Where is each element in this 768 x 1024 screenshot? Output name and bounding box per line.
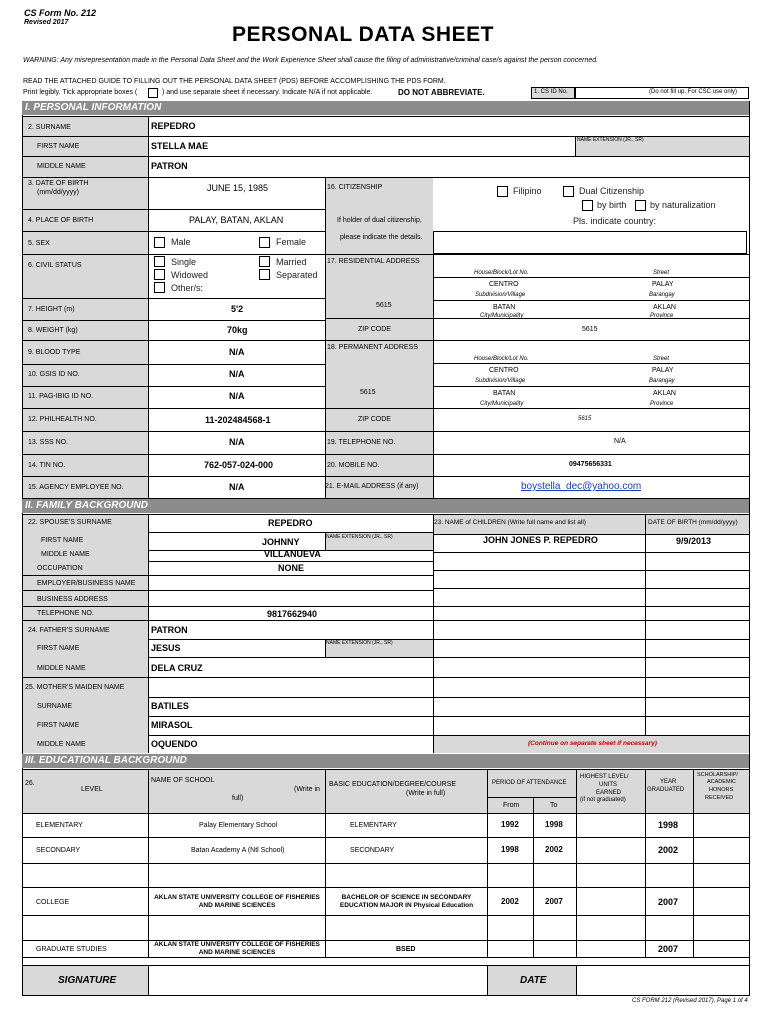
others-label: Other/s: bbox=[171, 283, 204, 293]
res-zip-value[interactable]: 5615 bbox=[582, 326, 598, 333]
spouse-telephone-label: TELEPHONE NO. bbox=[37, 610, 94, 617]
graduated-header: GRADUATED bbox=[647, 787, 685, 793]
perm-house-label: House/Block/Lot No. bbox=[474, 356, 529, 362]
edu-from-secondary[interactable]: 1998 bbox=[501, 845, 519, 854]
perm-barangay-value[interactable]: PALAY bbox=[652, 367, 674, 374]
perm-province-value[interactable]: AKLAN bbox=[653, 390, 676, 397]
tin-value[interactable]: 762-057-024-000 bbox=[204, 460, 274, 470]
filipino-label: Filipino bbox=[513, 186, 542, 196]
course-header: BASIC EDUCATION/DEGREE/COURSE bbox=[329, 781, 457, 788]
by-naturalization-checkbox[interactable] bbox=[635, 200, 646, 211]
child-dob[interactable]: 9/9/2013 bbox=[676, 536, 712, 546]
edu-to-secondary[interactable]: 2002 bbox=[545, 845, 563, 854]
weight-label: 8. WEIGHT (kg) bbox=[28, 327, 78, 334]
father-first-label: FIRST NAME bbox=[37, 645, 80, 652]
citizenship-label: 16. CITIZENSHIP bbox=[327, 184, 383, 191]
section-personal-information: I. PERSONAL INFORMATION bbox=[22, 101, 749, 115]
widowed-label: Widowed bbox=[171, 270, 209, 280]
middle-name-label: MIDDLE NAME bbox=[37, 163, 86, 170]
spouse-first-label: FIRST NAME bbox=[41, 537, 84, 544]
res-subdivision-value[interactable]: CENTRO bbox=[489, 281, 519, 288]
edu-year-college[interactable]: 2007 bbox=[658, 897, 679, 907]
weight-value[interactable]: 70kg bbox=[227, 325, 248, 335]
edu-level-secondary: SECONDARY bbox=[36, 847, 81, 854]
not-graduated-header: (if not graduated) bbox=[580, 797, 626, 803]
dual-note-1: If holder of dual citizenship, bbox=[337, 217, 422, 224]
date-label: DATE bbox=[520, 975, 547, 986]
dual-note-2: please indicate the details. bbox=[340, 234, 423, 241]
edu-from-college[interactable]: 2002 bbox=[501, 897, 519, 906]
tick-box-sample bbox=[148, 88, 158, 98]
gsis-label: 10. GSIS ID NO. bbox=[28, 371, 80, 378]
course-write-in: (Write in full) bbox=[406, 790, 446, 797]
perm-subdivision-label: Subdivision/Village bbox=[475, 378, 526, 384]
spouse-first-value[interactable]: JOHNNY bbox=[262, 537, 300, 547]
mother-first-label: FIRST NAME bbox=[37, 722, 80, 729]
edu-year-secondary[interactable]: 2002 bbox=[658, 845, 679, 855]
father-surname-value[interactable]: PATRON bbox=[151, 625, 188, 635]
philhealth-value[interactable]: 11-202484568-1 bbox=[205, 415, 271, 425]
separated-checkbox[interactable] bbox=[259, 269, 270, 280]
permanent-address-label: 18. PERMANENT ADDRESS bbox=[327, 344, 418, 351]
separated-label: Separated bbox=[276, 270, 318, 280]
civil-status-label: 6. CIVIL STATUS bbox=[28, 262, 82, 269]
form-revision: Revised 2017 bbox=[24, 19, 69, 26]
father-surname-label: 24. FATHER'S SURNAME bbox=[28, 627, 110, 634]
single-label: Single bbox=[171, 257, 197, 267]
res-city-value[interactable]: BATAN bbox=[493, 304, 516, 311]
by-birth-label: by birth bbox=[597, 200, 627, 210]
perm-province-label: Province bbox=[650, 401, 674, 407]
continue-note: (Continue on separate sheet if necessary) bbox=[528, 740, 657, 747]
blood-type-label: 9. BLOOD TYPE bbox=[28, 349, 81, 356]
edu-school-college[interactable]: AKLAN STATE UNIVERSITY COLLEGE OF FISHERIES AND MARINE SCIENCES bbox=[154, 894, 320, 909]
occupation-value[interactable]: NONE bbox=[278, 563, 305, 573]
married-label: Married bbox=[276, 257, 307, 267]
edu-school-elementary[interactable]: Palay Elementary School bbox=[199, 822, 278, 829]
mother-first-value[interactable]: MIRASOL bbox=[151, 720, 193, 730]
pob-label: 4. PLACE OF BIRTH bbox=[28, 217, 94, 224]
father-first-value[interactable]: JESUS bbox=[151, 643, 181, 653]
female-label: Female bbox=[276, 237, 307, 247]
perm-city-value[interactable]: BATAN bbox=[493, 390, 516, 397]
level-header: LEVEL bbox=[81, 786, 103, 793]
received-header: RECEIVED bbox=[705, 795, 734, 801]
telephone-value[interactable]: N/A bbox=[614, 438, 626, 445]
sss-label: 13. SSS NO. bbox=[28, 439, 69, 446]
indicate-country-label: Pls. indicate country: bbox=[573, 216, 657, 226]
res-house-label: House/Block/Lot No. bbox=[474, 270, 529, 276]
sss-value[interactable]: N/A bbox=[229, 437, 245, 447]
dob-format: (mm/dd/yyyy) bbox=[37, 189, 79, 196]
signature-label: SIGNATURE bbox=[58, 975, 117, 986]
middle-name-value[interactable]: PATRON bbox=[151, 161, 188, 171]
edu-course-secondary[interactable]: SECONDARY bbox=[350, 847, 395, 854]
honors-header: HONORS bbox=[709, 787, 734, 793]
male-label: Male bbox=[171, 237, 191, 247]
perm-subdivision-value[interactable]: CENTRO bbox=[489, 367, 519, 374]
agency-value[interactable]: N/A bbox=[229, 482, 245, 492]
spouse-middle-value[interactable]: VILLANUEVA bbox=[264, 549, 321, 559]
school-full: full) bbox=[232, 795, 244, 802]
mother-surname-label: SURNAME bbox=[37, 703, 73, 710]
personal-mid-labels-bg bbox=[325, 178, 433, 498]
residential-zip-label: ZIP CODE bbox=[358, 326, 391, 333]
signature-field[interactable] bbox=[149, 966, 486, 995]
by-birth-checkbox[interactable] bbox=[582, 200, 593, 211]
page-note: CS FORM 212 (Revised 2017), Page 1 of 4 bbox=[632, 998, 748, 1004]
edu-to-college[interactable]: 2007 bbox=[545, 897, 563, 906]
print-instruction-a: Print legibly. Tick appropriate boxes ( bbox=[23, 89, 138, 96]
dob-label: 3. DATE OF BIRTH bbox=[28, 180, 89, 187]
surname-label: 2. SURNAME bbox=[28, 124, 71, 131]
education-number: 26. bbox=[25, 780, 35, 787]
email-label: 21. E-MAIL ADDRESS (if any) bbox=[325, 483, 419, 490]
edu-course-college[interactable]: BACHELOR OF SCIENCE IN SECONDARY EDUCATION MAJOR IN Physical Education bbox=[339, 894, 474, 909]
scholarship-header: SCHOLARSHIP/ bbox=[697, 772, 738, 778]
telephone-label: 19. TELEPHONE NO. bbox=[327, 439, 396, 446]
mother-middle-label: MIDDLE NAME bbox=[37, 741, 86, 748]
edu-school-secondary[interactable]: Batan Academy A (Ntl School) bbox=[191, 847, 285, 854]
female-checkbox[interactable] bbox=[259, 237, 270, 248]
edu-year-graduate[interactable]: 2007 bbox=[658, 944, 679, 954]
period-header: PERIOD OF ATTENDANCE bbox=[492, 780, 567, 786]
first-name-value[interactable]: STELLA MAE bbox=[151, 141, 209, 151]
father-ext-label: NAME EXTENSION (JR., SR) bbox=[326, 640, 393, 646]
from-header: From bbox=[503, 802, 520, 809]
highest-level-header: HIGHEST LEVEL/ bbox=[580, 774, 629, 780]
spouse-telephone-value[interactable]: 9817662940 bbox=[267, 609, 318, 619]
occupation-label: OCCUPATION bbox=[37, 565, 83, 572]
res-street-label: Street bbox=[653, 270, 670, 276]
sex-label: 5. SEX bbox=[28, 240, 50, 247]
mother-surname-value[interactable]: BATILES bbox=[151, 701, 189, 711]
section-educational-background: III. EDUCATIONAL BACKGROUND bbox=[22, 754, 749, 768]
dual-citizenship-checkbox[interactable] bbox=[563, 186, 574, 197]
spouse-middle-label: MIDDLE NAME bbox=[41, 551, 90, 558]
perm-zip-value[interactable]: 5615 bbox=[578, 416, 592, 422]
philhealth-label: 12. PHILHEALTH NO. bbox=[28, 416, 97, 423]
do-not-abbreviate: DO NOT ABBREVIATE. bbox=[398, 88, 485, 97]
first-name-label: FIRST NAME bbox=[37, 143, 80, 150]
mobile-label: 20. MOBILE NO. bbox=[327, 462, 380, 469]
father-middle-value[interactable]: DELA CRUZ bbox=[151, 663, 203, 673]
print-instruction-b: ) and use separate sheet if necessary. Indicate N/A if not applicable. bbox=[162, 89, 373, 96]
res-subdivision-label: Subdivision/Village bbox=[475, 292, 526, 298]
married-checkbox[interactable] bbox=[259, 256, 270, 267]
spouse-surname-value[interactable]: REPEDRO bbox=[268, 518, 313, 528]
agency-label: 15. AGENCY EMPLOYEE NO. bbox=[28, 484, 124, 491]
warning-text: WARNING: Any misrepresentation made in the Personal Data Sheet and the Work Experience Sheet shall cause the filing of administrative/criminal case/s against the person concerned. bbox=[23, 57, 599, 64]
dob-value[interactable]: JUNE 15, 1985 bbox=[207, 183, 269, 193]
permanent-zip-left: 5615 bbox=[360, 389, 376, 396]
spouse-ext-label: NAME EXTENSION (JR., SR) bbox=[326, 534, 393, 540]
surname-value[interactable]: REPEDRO bbox=[151, 121, 196, 131]
blood-type-value[interactable]: N/A bbox=[229, 347, 245, 357]
edu-level-graduate: GRADUATE STUDIES bbox=[36, 946, 107, 953]
country-field[interactable] bbox=[433, 231, 747, 254]
edu-course-graduate[interactable]: BSED bbox=[396, 946, 416, 953]
res-city-label: City/Municipality bbox=[480, 313, 524, 319]
edu-to-elementary[interactable]: 1998 bbox=[545, 820, 563, 829]
school-write-in: (Write in bbox=[294, 786, 320, 793]
residential-address-label: 17. RESIDENTIAL ADDRESS bbox=[327, 258, 420, 265]
height-label: 7. HEIGHT (m) bbox=[28, 306, 75, 313]
res-barangay-label: Barangay bbox=[649, 292, 675, 298]
res-barangay-value[interactable]: PALAY bbox=[652, 281, 674, 288]
gsis-value[interactable]: N/A bbox=[229, 369, 245, 379]
mobile-value[interactable]: 09475656331 bbox=[569, 461, 612, 468]
cs-id-label: 1. CS ID No. bbox=[534, 89, 568, 95]
year-header: YEAR bbox=[660, 779, 677, 785]
perm-barangay-label: Barangay bbox=[649, 378, 675, 384]
pagibig-value[interactable]: N/A bbox=[229, 391, 245, 401]
business-address-label: BUSINESS ADDRESS bbox=[37, 596, 108, 603]
father-middle-label: MIDDLE NAME bbox=[37, 665, 86, 672]
page-title: PERSONAL DATA SHEET bbox=[232, 23, 494, 46]
dual-citizenship-label: Dual Citizenship bbox=[579, 186, 645, 196]
section-family-background: II. FAMILY BACKGROUND bbox=[22, 499, 749, 513]
children-dob-label: DATE OF BIRTH (mm/dd/yyyy) bbox=[648, 519, 738, 526]
height-value[interactable]: 5'2 bbox=[231, 304, 244, 314]
units-header: UNITS bbox=[599, 782, 617, 788]
csc-use-only-note: (Do not fill up. For CSC use only) bbox=[649, 89, 738, 95]
edu-course-elementary[interactable]: ELEMENTARY bbox=[350, 822, 397, 829]
edu-school-graduate[interactable]: AKLAN STATE UNIVERSITY COLLEGE OF FISHERIES AND MARINE SCIENCES bbox=[154, 941, 320, 956]
email-value[interactable]: boystella_dec@yahoo.com bbox=[521, 481, 642, 492]
mother-maiden-label: 25. MOTHER'S MAIDEN NAME bbox=[25, 684, 125, 691]
edu-level-college: COLLEGE bbox=[36, 899, 70, 906]
perm-street-label: Street bbox=[653, 356, 670, 362]
children-label: 23. NAME of CHILDREN (Write full name and list all) bbox=[434, 519, 586, 526]
pob-value[interactable]: PALAY, BATAN, AKLAN bbox=[189, 215, 284, 225]
employer-label: EMPLOYER/BUSINESS NAME bbox=[37, 580, 136, 587]
mother-middle-value[interactable]: OQUENDO bbox=[151, 739, 198, 749]
res-province-label: Province bbox=[650, 313, 674, 319]
edu-year-elementary[interactable]: 1998 bbox=[658, 820, 679, 830]
filipino-checkbox[interactable] bbox=[497, 186, 508, 197]
education-header-bg bbox=[23, 769, 749, 813]
res-province-value[interactable]: AKLAN bbox=[653, 304, 676, 311]
male-checkbox[interactable] bbox=[154, 237, 165, 248]
date-field[interactable] bbox=[577, 966, 749, 995]
pagibig-label: 11. PAG-IBIG ID NO. bbox=[28, 393, 94, 400]
spouse-surname-label: 22. SPOUSE'S SURNAME bbox=[28, 519, 112, 526]
school-header: NAME OF SCHOOL bbox=[151, 777, 215, 784]
form-number: CS Form No. 212 bbox=[24, 8, 97, 18]
earned-header: EARNED bbox=[596, 790, 622, 796]
to-header: To bbox=[550, 802, 558, 809]
single-checkbox[interactable] bbox=[154, 256, 165, 267]
edu-from-elementary[interactable]: 1992 bbox=[501, 820, 519, 829]
name-extension-label: NAME EXTENSION (JR., SR) bbox=[577, 137, 644, 143]
permanent-zip-label: ZIP CODE bbox=[358, 416, 391, 423]
perm-city-label: City/Municipality bbox=[480, 401, 524, 407]
widowed-checkbox[interactable] bbox=[154, 269, 165, 280]
edu-level-elementary: ELEMENTARY bbox=[36, 822, 83, 829]
others-checkbox[interactable] bbox=[154, 282, 165, 293]
child-name[interactable]: JOHN JONES P. REPEDRO bbox=[483, 535, 598, 545]
academic-header: ACADEMIC bbox=[707, 779, 737, 785]
tin-label: 14. TIN NO. bbox=[28, 462, 66, 469]
read-guide-text: READ THE ATTACHED GUIDE TO FILLING OUT THE PERSONAL DATA SHEET (PDS) BEFORE ACCOMPLISHING THE PDS FORM. bbox=[23, 78, 446, 85]
by-naturalization-label: by naturalization bbox=[650, 200, 716, 210]
residential-zip-left: 5615 bbox=[376, 302, 392, 309]
